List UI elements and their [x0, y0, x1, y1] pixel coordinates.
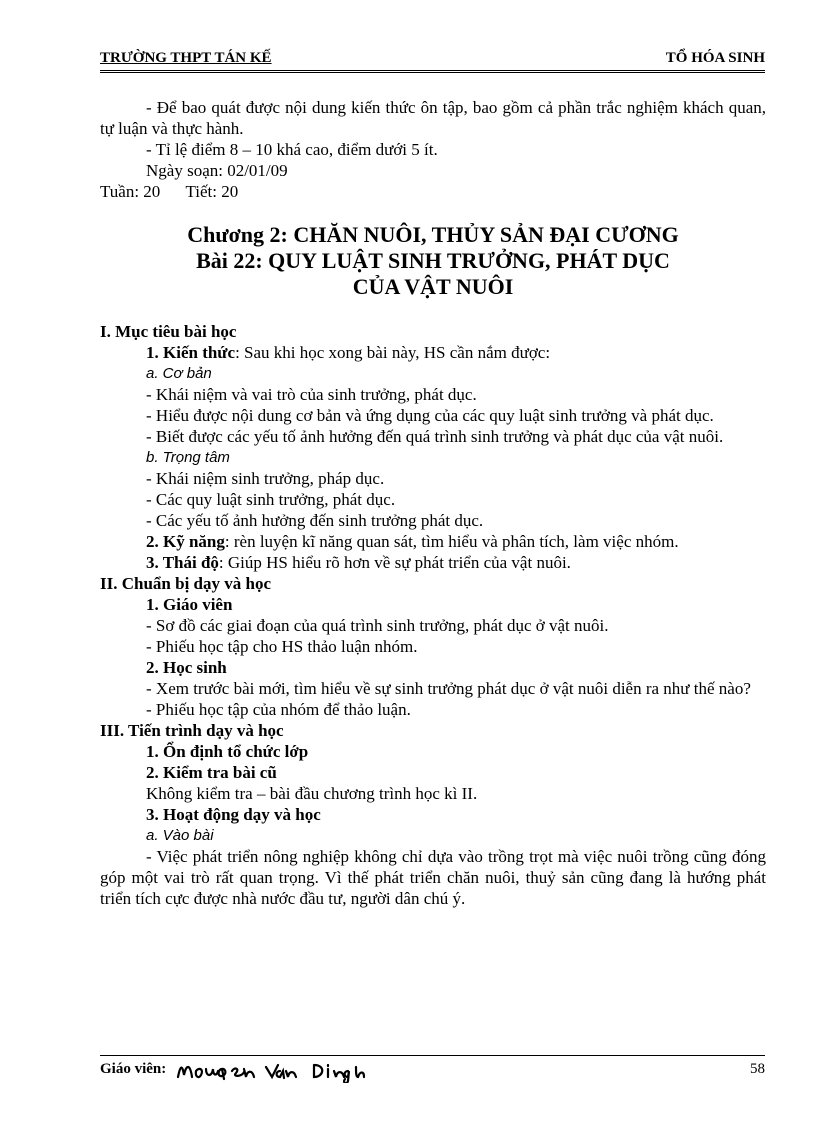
step-3-heading: 3. Hoạt động dạy và học — [146, 805, 321, 824]
teacher-label: Giáo viên: — [100, 1061, 167, 1077]
knowledge-label: 1. Kiến thức — [146, 343, 236, 362]
knowledge-text: : Sau khi học xong bài này, HS cần nắm được: — [235, 343, 551, 362]
student-heading: 2. Học sinh — [146, 658, 227, 677]
basic-item-3: - Biết được các yếu tố ảnh hưởng đến quá trình sinh trưởng và phát dục của vật nuôi. — [146, 427, 724, 446]
teacher-item-1: - Sơ đồ các giai đoạn của quá trình sinh trưởng, phát dục ở vật nuôi. — [146, 616, 609, 635]
step-1-heading: 1. Ổn định tổ chức lớp — [146, 742, 309, 761]
focus-item-3: - Các yếu tố ảnh hưởng đến sinh trưởng phát dục. — [146, 511, 484, 530]
chapter-title: Chương 2: CHĂN NUÔI, THỦY SẢN ĐẠI CƯƠNG — [187, 222, 679, 247]
skills-text: : rèn luyện kĩ năng quan sát, tìm hiểu và phân tích, làm việc nhóm. — [224, 532, 679, 551]
basic-item-2: - Hiểu được nội dung cơ bản và ứng dụng của các quy luật sinh trưởng và phát dục. — [146, 406, 714, 425]
intro-label: a. Vào bài — [146, 827, 214, 844]
teacher-heading: 1. Giáo viên — [146, 595, 233, 614]
teacher-signature — [174, 1057, 414, 1083]
basic-label: a. Cơ bản — [146, 365, 212, 382]
attitude-text: : Giúp HS hiểu rõ hơn về sự phát triển của vật nuôi. — [218, 553, 571, 572]
section-1-heading: I. Mục tiêu bài học — [100, 322, 237, 341]
attitude-line — [100, 552, 766, 573]
attitude-label: 3. Thái độ — [146, 553, 219, 572]
step-2-heading: 2. Kiểm tra bài cũ — [146, 763, 277, 782]
lesson-title: Bài 22: QUY LUẬT SINH TRƯỞNG, PHÁT DỤC — [196, 248, 670, 273]
page-header — [100, 48, 765, 73]
page-footer — [100, 1055, 765, 1077]
page-number: 58 — [750, 1061, 765, 1077]
department-name: TỔ HÓA SINH — [665, 50, 765, 66]
week-period: Tuần: 20 Tiết: 20 — [100, 182, 239, 201]
section-2-heading: II. Chuẩn bị dạy và học — [100, 574, 272, 593]
prep-date: Ngày soạn: 02/01/09 — [146, 161, 288, 180]
intro-paragraph-1: - Để bao quát được nội dung kiến thức ôn tập, bao gồm cả phần trắc nghiệm khách quan, tự luận và thực hành. — [100, 98, 766, 138]
focus-item-2: - Các quy luật sinh trưởng, phát dục. — [146, 490, 396, 509]
lesson-title-line2: CỦA VẬT NUÔI — [352, 274, 514, 299]
page-content — [100, 97, 766, 909]
skills-label: 2. Kỹ năng — [146, 532, 225, 551]
step-2-text: Không kiểm tra – bài đầu chương trình học kì II. — [146, 784, 478, 803]
focus-label: b. Trọng tâm — [146, 449, 230, 466]
intro-text: - Việc phát triển nông nghiệp không chỉ dựa vào trồng trọt mà việc nuôi trồng cũng đóng góp một vai trò rất quan trọng. Vì thế phát triển chăn nuôi, thuỷ sản cũng đang là hướng phát triển tích cực được nhà nước đầu tư, người dân chú ý. — [100, 847, 766, 908]
focus-item-1: - Khái niệm sinh trưởng, pháp dục. — [146, 469, 385, 488]
knowledge-line — [100, 342, 766, 363]
student-item-1: - Xem trước bài mới, tìm hiểu về sự sinh trưởng phát dục ở vật nuôi diễn ra như thế nào? — [146, 679, 751, 698]
skills-line — [100, 531, 766, 552]
intro-paragraph-2: - Tỉ lệ điểm 8 – 10 khá cao, điểm dưới 5 ít. — [146, 140, 438, 159]
student-item-2: - Phiếu học tập của nhóm để thảo luận. — [146, 700, 411, 719]
teacher-item-2: - Phiếu học tập cho HS thảo luận nhóm. — [146, 637, 418, 656]
school-name: TRƯỜNG THPT TÁN KẾ — [100, 50, 272, 66]
basic-item-1: - Khái niệm và vai trò của sinh trưởng, phát dục. — [146, 385, 477, 404]
section-3-heading: III. Tiến trình dạy và học — [100, 721, 284, 740]
